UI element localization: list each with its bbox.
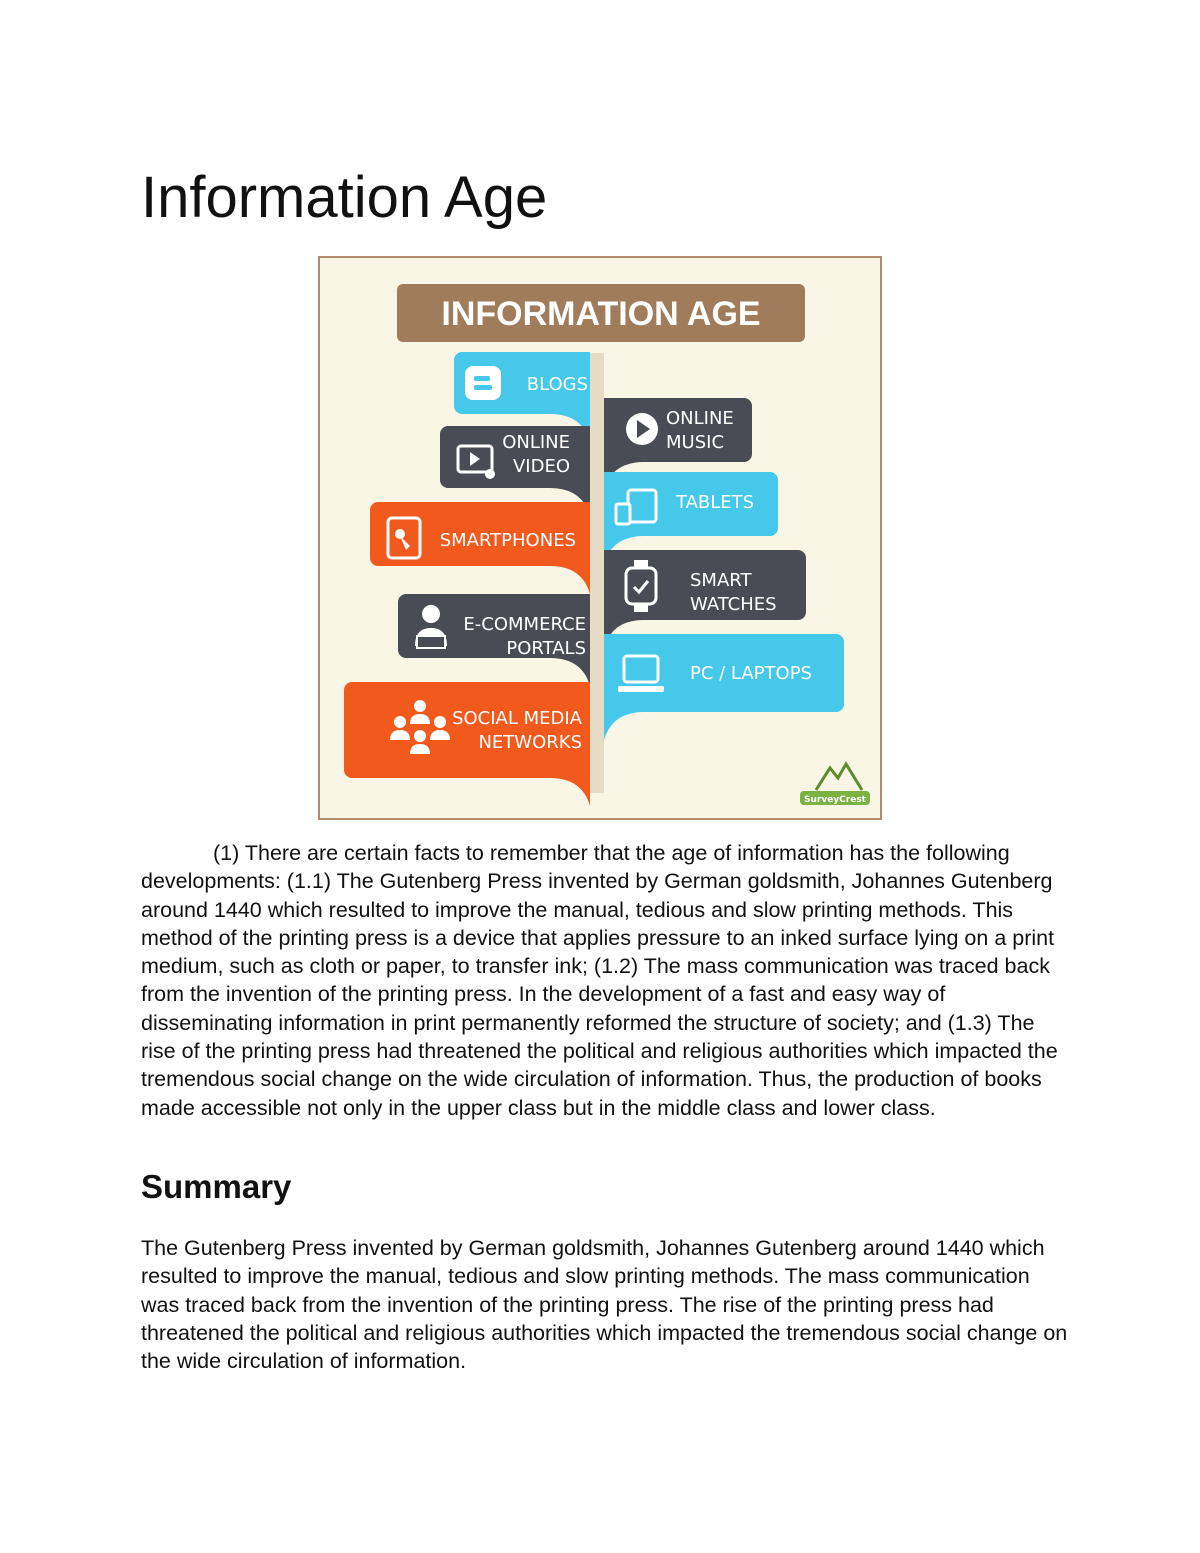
banner: [397, 284, 805, 342]
online-music-label-2: MUSIC: [666, 432, 725, 453]
blog-icon: [465, 366, 501, 400]
item-pc-laptops: [604, 634, 844, 740]
summary-heading: Summary: [141, 1168, 292, 1205]
social-media-label-2: NETWORKS: [478, 732, 582, 753]
body-paragraph: (1) There are certain facts to remember that the age of information has the following developments: (1.1) The Gutenberg Press invented by German goldsmith, Johannes Gutenberg around 1440 which resulted to improve the manual, tedious and slow printing methods. This method of the printing press is a device that applies pressure to an inked surface lying on a print medium, such as cloth or paper, to transfer ink; (1.2) The mass communication was traced back from the invention of the printing press. In the development of a fast and easy way of disseminating information in print permanently reformed the structure of society; and (1.3) The rise of the printing press had threatened the political and religious authorities which impacted the tremendous social change on the wide circulation of information. Thus, the production of books made accessible not only in the upper class but in the middle class and lower class.: [141, 841, 1058, 1120]
online-video-label-1: ONLINE: [502, 432, 570, 453]
surveycrest-logo: [800, 764, 870, 805]
information-age-infographic: [318, 256, 882, 820]
blogs-label: BLOGS: [526, 374, 588, 395]
item-e-commerce: [398, 594, 590, 686]
item-smartphones: [370, 502, 590, 594]
smart-watches-label-1: SMART: [690, 570, 752, 591]
logo-text: SurveyCrest: [804, 795, 866, 805]
online-video-label-2: VIDEO: [512, 456, 570, 477]
smartphones-label: SMARTPHONES: [439, 530, 576, 551]
smart-watches-label-2: WATCHES: [690, 594, 777, 615]
summary-paragraph: The Gutenberg Press invented by German goldsmith, Johannes Gutenberg around 1440 which resulted to improve the manual, tedious and slow printing methods. The mass communication was traced back from the invention of the printing press. The rise of the printing press had threatened the political and religious authorities which impacted the tremendous social change on the wide circulation of information.: [141, 1236, 1068, 1374]
item-smart-watches: [604, 550, 806, 648]
social-media-label-1: SOCIAL MEDIA: [452, 708, 582, 729]
e-commerce-label-1: E-COMMERCE: [463, 614, 586, 635]
online-music-label-1: ONLINE: [666, 408, 734, 429]
e-commerce-label-2: PORTALS: [506, 638, 586, 659]
tablets-label: TABLETS: [676, 492, 755, 513]
play-icon: [626, 413, 658, 445]
page-title: Information Age: [141, 165, 548, 230]
banner-title: INFORMATION AGE: [441, 295, 761, 333]
pc-laptops-label: PC / LAPTOPS: [690, 663, 812, 684]
item-social-media: [344, 682, 590, 806]
